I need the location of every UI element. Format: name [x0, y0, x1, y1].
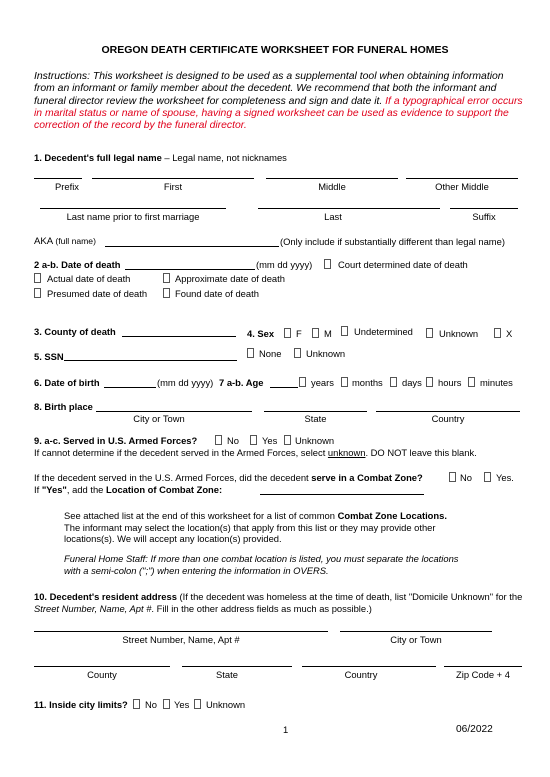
armed-note-b: . DO NOT leave this blank. [365, 447, 477, 458]
sex-m-label: M [324, 328, 332, 339]
armed-yes-label: Yes [262, 435, 278, 446]
aka-field[interactable] [105, 246, 279, 247]
if-yes-b: "Yes" [41, 484, 67, 495]
age-months-label: months [352, 377, 383, 388]
approximate-date-checkbox[interactable] [163, 273, 170, 283]
page-number: 1 [283, 724, 289, 735]
maiden-name-field[interactable] [40, 208, 226, 209]
city-limits-unknown-label: Unknown [206, 699, 246, 710]
presumed-date-checkbox[interactable] [34, 288, 41, 298]
see-list-c: The informant may select the location(s) that apply from this list or they may provide other locations(s). We will accept any location(s) provided. [64, 521, 436, 545]
armed-unknown-label: Unknown [295, 435, 335, 446]
ssn-field[interactable] [64, 360, 237, 361]
other-middle-label: Other Middle [435, 181, 489, 192]
street-label: Street Number, Name, Apt # [122, 634, 240, 645]
prefix-label: Prefix [55, 181, 79, 192]
combat-yes-checkbox[interactable] [484, 472, 491, 482]
birth-country-field[interactable] [376, 411, 520, 412]
city-limits-no-label: No [145, 699, 157, 710]
revision-date: 06/2022 [456, 724, 493, 735]
presumed-date-label: Presumed date of death [47, 288, 148, 299]
age-minutes-label: minutes [480, 377, 513, 388]
if-yes-d: Location of Combat Zone: [105, 484, 223, 495]
combat-info [64, 510, 464, 545]
combat-no-checkbox[interactable] [449, 472, 456, 482]
prefix-field[interactable] [34, 178, 82, 179]
first-label: First [163, 181, 183, 192]
last-name-label: Last [324, 211, 342, 222]
age-days-checkbox[interactable] [390, 377, 397, 387]
res-state-label: State [216, 669, 238, 680]
combat-question-a: If the decedent served in the U.S. Armed Forces, did the decedent [34, 472, 312, 483]
city-limits-yes-checkbox[interactable] [163, 699, 170, 709]
q3-label: 3. County of death [34, 326, 116, 337]
res-country-label: Country [344, 669, 378, 680]
aka-small: (full name) [55, 236, 96, 246]
q5-label: 5. SSN [34, 351, 64, 362]
city-limits-no-checkbox[interactable] [133, 699, 140, 709]
birth-state-label: State [304, 413, 327, 424]
ssn-unknown-label: Unknown [306, 348, 346, 359]
sex-undetermined-checkbox[interactable] [341, 326, 348, 336]
approximate-date-label: Approximate date of death [175, 273, 285, 284]
aka-note: (Only include if substantially different than legal name) [280, 236, 505, 247]
aka-row [34, 236, 96, 247]
sex-x-label: X [506, 328, 513, 339]
q1-note: – Legal name, not nicknames [161, 152, 287, 163]
sex-m-checkbox[interactable] [312, 328, 319, 338]
res-county-label: County [87, 669, 117, 680]
q2-format: (mm dd yyyy) [256, 259, 313, 270]
q9-label: 9. a-c. Served in U.S. Armed Forces? [34, 435, 198, 446]
age-hours-label: hours [438, 377, 462, 388]
q1-label: 1. Decedent's full legal name [34, 152, 162, 163]
res-country-field[interactable] [302, 666, 436, 667]
q10-note-b: . Fill in the other address fields as much as possible.) [151, 602, 372, 614]
date-of-birth-field[interactable] [104, 387, 156, 388]
res-city-field[interactable] [340, 631, 492, 632]
armed-note [34, 447, 477, 458]
armed-note-unknown: unknown [327, 447, 366, 458]
aka-label: AKA [34, 236, 53, 247]
res-state-field[interactable] [182, 666, 292, 667]
armed-no-label: No [227, 435, 239, 446]
age-field[interactable] [270, 387, 298, 388]
q2-label: 2 a-b. Date of death [34, 259, 121, 270]
first-name-field[interactable] [92, 178, 254, 179]
instructions-text: Instructions: This worksheet is designed to be used as a supplemental tool when obtaining information from an informant or family member about the decedent. We recommend that both the informant and funeral director review the worksheet for completeness and sign and date it. [34, 71, 504, 107]
armed-unknown-checkbox[interactable] [284, 435, 291, 445]
sex-x-checkbox[interactable] [494, 328, 501, 338]
sex-unknown-checkbox[interactable] [426, 328, 433, 338]
q10-heading [34, 591, 526, 614]
sex-undetermined-label: Undetermined [354, 326, 413, 337]
middle-name-field[interactable] [266, 178, 398, 179]
q10-label: 10. Decedent's resident address [34, 591, 177, 602]
court-determined-label: Court determined date of death [338, 259, 468, 270]
q4-label: 4. Sex [247, 328, 275, 339]
q10-note-i: Street Number, Name, Apt # [34, 602, 152, 614]
sex-unknown-label: Unknown [439, 328, 479, 339]
age-minutes-checkbox[interactable] [468, 377, 475, 387]
birth-city-field[interactable] [96, 411, 252, 412]
ssn-none-checkbox[interactable] [247, 348, 254, 358]
suffix-label: Suffix [472, 211, 496, 222]
res-county-field[interactable] [34, 666, 170, 667]
middle-label: Middle [318, 181, 346, 192]
suffix-field[interactable] [450, 208, 518, 209]
page-title: OREGON DEATH CERTIFICATE WORKSHEET FOR FUNERAL HOMES [101, 44, 449, 56]
last-name-field[interactable] [258, 208, 440, 209]
sex-f-checkbox[interactable] [284, 328, 291, 338]
q11-label: 11. Inside city limits? [34, 699, 128, 710]
q6-format: (mm dd yyyy) [157, 377, 214, 388]
age-months-checkbox[interactable] [341, 377, 348, 387]
combat-location-field[interactable] [260, 494, 424, 495]
see-list-a: See attached list at the end of this worksheet for a list of common [64, 510, 338, 521]
res-zip-label: Zip Code + 4 [456, 669, 510, 680]
date-of-death-field[interactable] [125, 269, 255, 270]
q1-heading [34, 152, 287, 163]
armed-note-a: If cannot determine if the decedent served in the Armed Forces, select [34, 447, 328, 458]
other-middle-field[interactable] [406, 178, 518, 179]
maiden-name-label: Last name prior to first marriage [66, 211, 200, 222]
q7-label: 7 a-b. Age [219, 377, 264, 388]
combat-location-row [34, 484, 222, 495]
city-limits-unknown-checkbox[interactable] [194, 699, 201, 709]
street-field[interactable] [34, 631, 328, 632]
ssn-none-label: None [259, 348, 282, 359]
birth-state-field[interactable] [264, 411, 367, 412]
instructions-warning: If a typographical error occurs in marital status or name of spouse, having a signed worksheet can be used as evidence to support the correction of the record by the funeral director. [34, 95, 523, 132]
if-yes-a: If [34, 484, 42, 495]
age-days-label: days [402, 377, 422, 388]
combat-yes-label: Yes. [496, 472, 514, 483]
q10-note-a: (If the decedent was homeless at the time of death, list "Domicile Unknown" for the [176, 591, 523, 602]
combat-no-label: No [460, 472, 472, 483]
see-list-b: Combat Zone Locations. [337, 510, 447, 521]
res-city-label: City or Town [390, 634, 442, 645]
county-of-death-field[interactable] [122, 336, 236, 337]
age-years-checkbox[interactable] [299, 377, 306, 387]
actual-date-label: Actual date of death [47, 273, 131, 284]
armed-no-checkbox[interactable] [215, 435, 222, 445]
age-hours-checkbox[interactable] [426, 377, 433, 387]
combat-question [34, 472, 423, 483]
city-limits-yes-label: Yes [174, 699, 190, 710]
combat-question-b: serve in a Combat Zone? [311, 472, 423, 483]
if-yes-c: , add the [66, 484, 106, 495]
armed-yes-checkbox[interactable] [250, 435, 257, 445]
birth-city-label: City or Town [133, 413, 185, 424]
res-zip-field[interactable] [444, 666, 522, 667]
ssn-unknown-checkbox[interactable] [294, 348, 301, 358]
age-years-label: years [311, 377, 334, 388]
q6-label: 6. Date of birth [34, 377, 100, 388]
q8-label: 8. Birth place [34, 401, 93, 412]
actual-date-checkbox[interactable] [34, 273, 41, 283]
court-determined-checkbox[interactable] [324, 259, 331, 269]
birth-country-label: Country [431, 413, 465, 424]
staff-note: Funeral Home Staff: If more than one combat location is listed, you must separate the locations with a semi-colon (";") when entering the information in OVERS. [64, 553, 459, 576]
sex-f-label: F [296, 328, 302, 339]
instructions [34, 71, 524, 132]
found-date-checkbox[interactable] [163, 288, 170, 298]
found-date-label: Found date of death [175, 288, 259, 299]
